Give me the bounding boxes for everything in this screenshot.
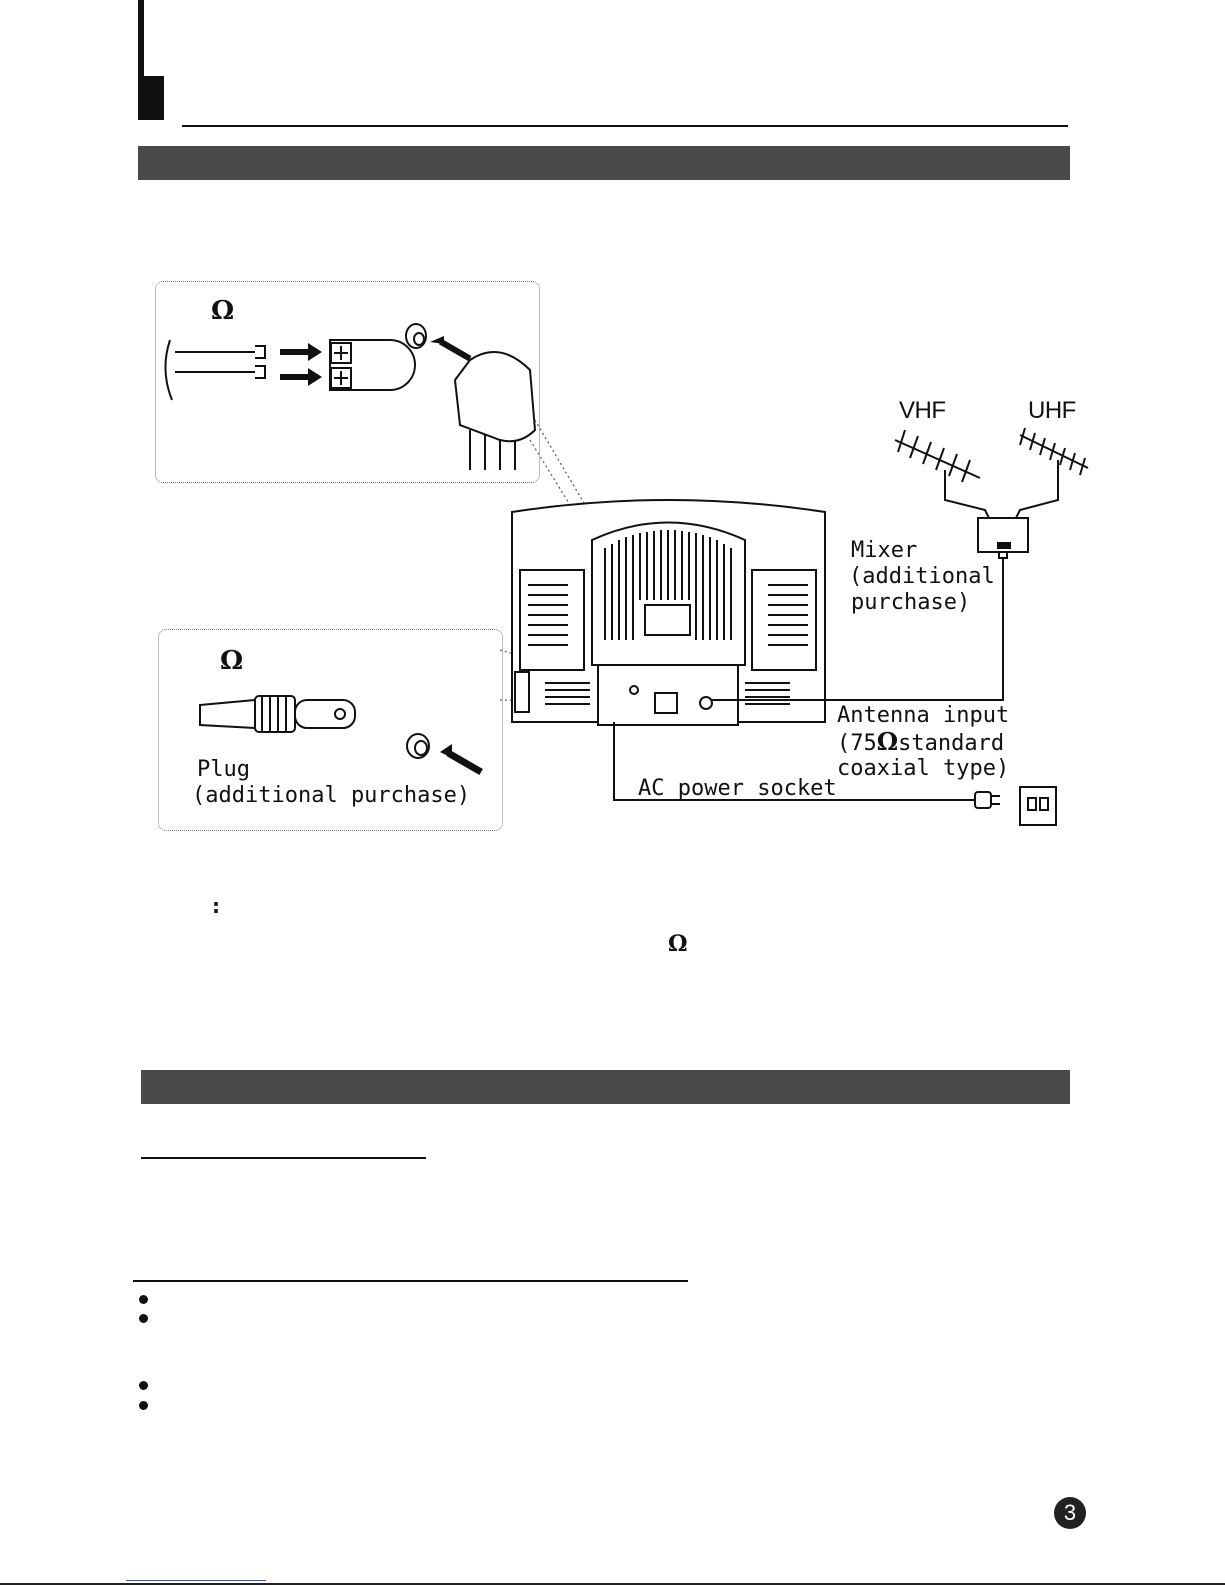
- antenna-input-spec: (75Ωstandard: [837, 727, 1005, 756]
- footer-link-underline: [126, 1580, 266, 1581]
- plug-label: Plug: [197, 757, 250, 782]
- section-bar-power: [141, 1070, 1070, 1104]
- callout-top-omega: Ω: [211, 296, 235, 326]
- bullet-point: [139, 1295, 148, 1304]
- subheading-underline: [133, 1280, 688, 1282]
- wall-outlet-icon: [1020, 787, 1056, 825]
- arrow-icon: [430, 336, 471, 361]
- coaxial-plug-icon: [200, 696, 355, 732]
- twin-lead-cable-icon: [165, 340, 265, 400]
- mixer-icon: [978, 518, 1028, 558]
- mixer-label: Mixer: [851, 538, 918, 563]
- mixer-note-line2: purchase): [851, 590, 971, 615]
- arrow-icon: [440, 744, 483, 775]
- power-plug-icon: [975, 792, 1000, 808]
- arrow-icon: [280, 343, 322, 386]
- vhf-antenna-icon: [895, 430, 990, 520]
- ac-power-socket-label: AC power socket: [638, 776, 837, 801]
- subheading-underline: [141, 1157, 426, 1159]
- coax-connector-icon: [406, 324, 426, 348]
- coax-connector-icon: [407, 734, 429, 758]
- plug-note: (additional purchase): [192, 783, 471, 808]
- antenna-adapter-plug-icon: [455, 352, 535, 470]
- uhf-antenna-icon: [1015, 428, 1088, 520]
- adapter-icon: [330, 340, 415, 390]
- uhf-label: UHF: [1028, 397, 1076, 424]
- bullet-point: [139, 1314, 148, 1323]
- page-number: 3: [1054, 1497, 1086, 1529]
- callout-bottom-omega: Ω: [220, 646, 244, 676]
- antenna-input-type: coaxial type): [837, 756, 1010, 781]
- bullet-point: [139, 1381, 148, 1390]
- antenna-input-label: Antenna input: [837, 703, 1010, 728]
- bullet-point: [139, 1401, 148, 1410]
- vhf-label: VHF: [899, 397, 946, 424]
- note-omega: Ω: [668, 931, 688, 957]
- note-colon: :: [212, 894, 220, 918]
- mixer-note-line1: (additional: [849, 564, 995, 589]
